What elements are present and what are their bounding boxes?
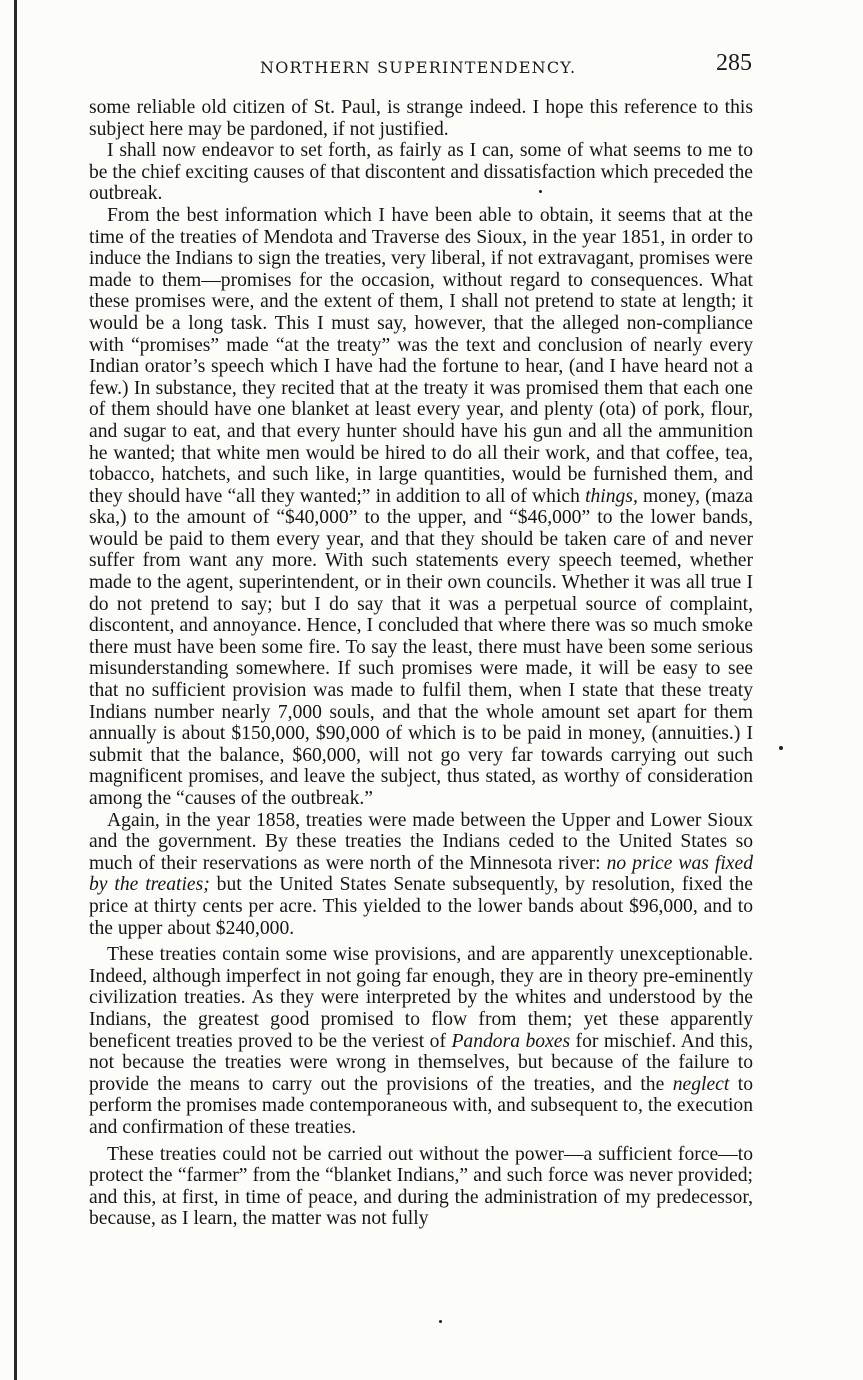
- paragraph-text: money, (maza ska,) to the amount of “$40,000” to the upper, and “$46,000” to the lower bands, would be paid to them every year, and that they should be taken care of and never suffer from want any more. With such statements every speech teemed, whether made to the agent, superintendent, or in their own councils. Whether it was all true I do not pretend to say; but I do say that it was a perpetual source of complaint, discontent, and annoyance. Hence, I concluded that where there was so much smoke there must have been some fire. To say the least, there must have been some serious misunderstanding somewhere. If such promises were made, it will be easy to see that no sufficient provision was made to fulfil them, when I state that these treaty Indians number nearly 7,000 souls, and that the whole amount set apart for them annually is about $150,000, $90,000 of which is to be paid in money, (annuities.) I submit that the balance, $60,000, will not go very far towards carrying out such magnificent promises, and leave the subject, thus stated, as worthy of consideration among the “causes of the outbreak.”: [89, 485, 753, 809]
- paragraph-text: From the best information which I have been able to obtain, it seems that at the time of the treaties of Mendota and Traverse des Sioux, in the year 1851, in order to induce the Indians to sign the treaties, very liberal, if not extravagant, promises were made to them—promises for the occasion, without regard to consequences. What these promises were, and the extent of them, I shall not pretend to state at length; it would be a long task. This I must say, however, that the alleged non-compliance with “promises” made “at the treaty” was the text and conclusion of nearly every Indian orator’s speech which I have had the fortune to hear, (and I have heard not a few.) In substance, they recited that at the treaty it was promised them that each one of them should have one blanket at least every year, and plenty (ota) of pork, flour, and sugar to eat, and that every hunter should have his gun and all the ammunition he wanted; that white men would be hired to do all their work, and that coffee, tea, tobacco, hatchets, and such like, in large quantities, would be furnished them, and they should have “all they wanted;” in addition to all of which: [89, 204, 753, 507]
- paragraph-text: but the United States Senate subsequently, by resolution, fixed the price at thirty cents per acre. This yielded to the lower bands about $96,000, and to the upper about $240,000.: [89, 874, 753, 939]
- body-text: [89, 97, 753, 1230]
- ink-speck: [779, 746, 783, 750]
- ink-speck: [539, 190, 542, 193]
- paragraph-text: These treaties contain some wise provisions, and are apparently unexceptionable. Indeed, although imperfect in not going far enough, they are in theory pre-eminently civilization treaties. As they were interpreted by the whites and understood by the Indians, the greatest good promised to flow from them; yet these apparently beneficent treaties proved to be the veriest of: [89, 944, 753, 1052]
- paragraph: [89, 944, 753, 1138]
- italic-text: neglect: [672, 1073, 730, 1095]
- italic-text: Pandora boxes: [451, 1030, 571, 1052]
- italic-text: no price was fixed by the treaties;: [89, 852, 753, 896]
- paragraph-text: for mischief. And this, not because the treaties were wrong in themselves, but because of the failure to provide the means to carry out the provisions of the treaties, and the: [89, 1030, 753, 1095]
- binding-edge: [14, 0, 17, 1380]
- paragraph-text: to perform the promises made contemporaneous with, and subsequent to, the execution and confirmation of these treaties.: [89, 1073, 754, 1138]
- paragraph: I shall now endeavor to set forth, as fairly as I can, some of what seems to me to be the chief exciting causes of that discontent and dissatisfaction which preceded the outbreak.: [89, 140, 753, 205]
- page-header: [100, 50, 760, 82]
- paragraph-text: Again, in the year 1858, treaties were made between the Upper and Lower Sioux and the government. By these treaties the Indians ceded to the United States so much of their reservations as were north of the Minnesota river:: [89, 809, 753, 874]
- italic-text: things,: [585, 485, 638, 507]
- paragraph: These treaties could not be carried out without the power—a sufficient force—to protect the “farmer” from the “blanket Indians,” and such force was never provided; and this, at first, in time of peace, and during the administration of my predecessor, because, as I learn, the matter was not fully: [89, 1143, 753, 1230]
- paragraph: [89, 205, 753, 810]
- ink-speck: [439, 1320, 442, 1323]
- paragraph: [89, 810, 753, 940]
- page-number: 285: [716, 50, 752, 76]
- paragraph-continuation: some reliable old citizen of St. Paul, is strange indeed. I hope this reference to this subject here may be pardoned, if not justified.: [89, 97, 753, 140]
- running-head: NORTHERN SUPERINTENDENCY.: [260, 58, 577, 77]
